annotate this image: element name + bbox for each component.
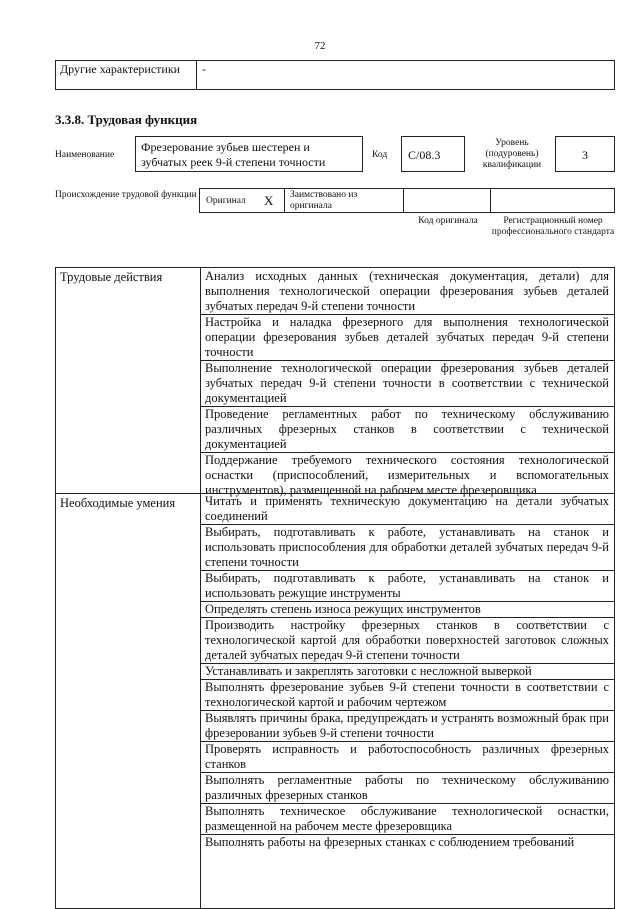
- skill-item: Выполнять работы на фрезерных станках с соблюдением требований: [205, 835, 575, 849]
- function-name-box: Фрезерование зубьев шестерен и зубчатых реек 9-й степени точности: [135, 136, 363, 172]
- skill-item: Производить настройку фрезерных станков в соответствии с технологической картой для обработки поверхностей заготовок сложных деталей зубчатых передач 9-й степени точности: [205, 618, 609, 662]
- registration-number-caption: Регистрационный номер профессионального стандарта: [491, 216, 615, 237]
- table-divider: [490, 189, 491, 212]
- other-characteristics-label: Другие характеристики: [60, 62, 181, 76]
- name-label: Наименование: [55, 150, 115, 160]
- skills-label: Необходимые умения: [60, 496, 176, 510]
- labor-action-item: Поддержание требуемого технического состояния технологической оснастки (приспособлений, измерительных и вспомогательных инструментов), размещенной на рабочем месте фрезеровщика: [205, 453, 609, 497]
- original-label: Оригинал: [206, 196, 246, 206]
- level-label: Уровень (подуровень) квалификации: [482, 138, 542, 170]
- table-divider: [403, 189, 404, 212]
- borrowed-label: Заимствовано из оригинала: [290, 190, 358, 211]
- skill-item: Выявлять причины брака, предупреждать и устранять возможный брак при фрезеровании зубьев 9-й степени точности: [205, 711, 609, 740]
- labor-actions-label: Трудовые действия: [60, 270, 163, 284]
- other-characteristics-table: [55, 60, 615, 90]
- original-code-caption: Код оригинала: [418, 216, 478, 226]
- section-title: 3.3.8. Трудовая функция: [55, 112, 198, 127]
- origin-table: [199, 188, 615, 213]
- level-value-box: 3: [555, 136, 615, 172]
- code-label: Код: [372, 150, 388, 160]
- other-characteristics-value: -: [202, 62, 206, 76]
- labor-action-item: Настройка и наладка фрезерного для выполнения технологической операции фрезерования зубьев деталей зубчатых передач 9-й степени точности: [205, 315, 609, 359]
- table-divider: [196, 61, 197, 89]
- labor-action-item: Проведение регламентных работ по техническому обслуживанию различных фрезерных станков в соответствии с технической документацией: [205, 407, 609, 451]
- labor-action-item: Выполнение технологической операции фрезерования зубьев деталей зубчатых передач 9-й степени точности в соответствии с технической документацией: [205, 361, 609, 405]
- table-divider: [284, 189, 285, 212]
- skill-item: Читать и применять техническую документацию на детали зубчатых соединений: [205, 494, 609, 523]
- function-code-box: C/08.3: [401, 136, 465, 172]
- function-details-table: [55, 267, 615, 909]
- skill-item: Выбирать, подготавливать к работе, устанавливать на станок и использовать приспособления для обработки деталей зубчатых передач 9-й степени точности: [205, 525, 609, 569]
- original-mark: X: [264, 193, 274, 208]
- page-number: 72: [314, 40, 326, 52]
- skill-item: Определять степень износа режущих инструментов: [205, 602, 481, 616]
- origin-label: Происхождение трудовой функции: [55, 190, 197, 200]
- skill-item: Выполнять фрезерование зубьев 9-й степени точности в соответствии с технологической картой и рабочим чертежом: [205, 680, 609, 709]
- skill-item: Устанавливать и закреплять заготовки с несложной выверкой: [205, 664, 532, 678]
- skill-item: Выполнять регламентные работы по техническому обслуживанию различных фрезерных станков: [205, 773, 609, 802]
- labor-action-item: Анализ исходных данных (техническая документация, детали) для выполнения технологической операции фрезерования зубьев деталей зубчатых передач 9-й степени точности: [205, 269, 609, 313]
- skill-item: Выполнять техническое обслуживание технологической оснастки, размещенной на рабочем месте фрезеровщика: [205, 804, 609, 833]
- table-divider: [200, 268, 201, 908]
- skill-item: Выбирать, подготавливать к работе, устанавливать на станок и использовать режущие инструменты: [205, 571, 609, 600]
- skill-item: Проверять исправность и работоспособность различных фрезерных станков: [205, 742, 609, 771]
